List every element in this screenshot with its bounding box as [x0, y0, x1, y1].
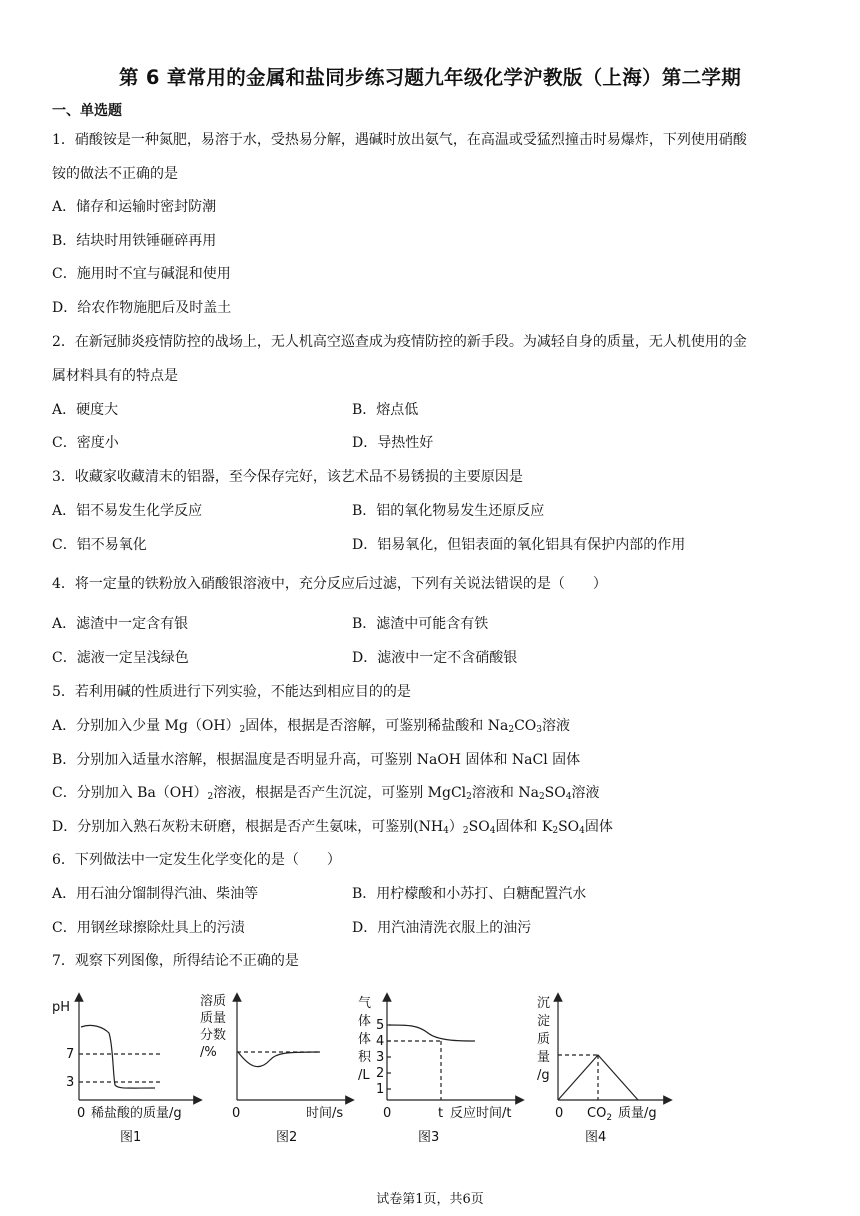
q7-stem: 7．观察下列图像，所得结论不正确的是	[52, 953, 299, 969]
q5-option-b: B．分别加入适量水溶解，根据温度是否明显升高，可鉴别 NaOH 固体和 NaCl 固体	[52, 752, 581, 768]
q3-option-a: A．铝不易发生化学反应	[52, 503, 203, 519]
q3-stem: 3．收藏家收藏清末的铝器，至今保存完好，该艺术品不易锈损的主要原因是	[52, 469, 523, 485]
figure-2	[237, 997, 350, 1100]
fig4-co2-label: $CO_2$	[587, 1106, 613, 1123]
q2-option-c: C．密度小	[52, 435, 119, 451]
fig2-ylabel-1: 溶质	[200, 994, 227, 1009]
fig1-tick-3: 3	[66, 1075, 75, 1090]
figure-4	[558, 997, 668, 1100]
fig1-ylabel: pH	[52, 1000, 71, 1015]
page-title: 第 6 章常用的金属和盐同步练习题九年级化学沪教版（上海）第二学期	[118, 66, 742, 89]
section-heading: 一、单选题	[52, 103, 122, 119]
fig3-ylabel-2: 体	[358, 1014, 372, 1029]
fig4-ylabel-2: 淀	[537, 1014, 551, 1029]
figure-1	[79, 997, 198, 1100]
figure-3	[387, 997, 520, 1100]
fig3-ylabel-4: 积	[358, 1050, 372, 1065]
q6-option-b: B．用柠檬酸和小苏打、白糖配置汽水	[352, 886, 587, 902]
fig4-ylabel-5: /g	[537, 1068, 550, 1083]
q4-option-b: B．滤渣中可能含有铁	[352, 616, 489, 632]
fig3-xlabel: 反应时间/t	[450, 1106, 512, 1121]
q2-option-a: A．硬度大	[52, 402, 119, 418]
q7-figures	[0, 985, 860, 1150]
q1-option-b: B．结块时用铁锤砸碎再用	[52, 233, 217, 249]
q2-option-b: B．熔点低	[352, 402, 419, 418]
fig4-ylabel-3: 质	[537, 1032, 551, 1047]
fig3-t-label: t	[438, 1106, 444, 1121]
q4-option-a: A．滤渣中一定含有银	[52, 616, 189, 632]
q5-option-d: D．分别加入熟石灰粉末研磨，根据是否产生氨味，可鉴别$(NH_4)_2SO_4$固体和 $K_2SO_4$固体	[52, 819, 613, 836]
q6-option-d: D．用汽油清洗衣服上的油污	[352, 920, 532, 936]
fig2-xlabel: 时间/s	[306, 1106, 344, 1121]
q2-stem-line2: 属材料具有的特点是	[52, 368, 178, 384]
fig1-xlabel: 稀盐酸的质量/g	[91, 1106, 182, 1121]
q6-option-c: C．用钢丝球擦除灶具上的污渍	[52, 920, 245, 936]
fig4-xlabel: 质量/g	[618, 1106, 657, 1121]
fig3-ylabel-5: /L	[358, 1068, 370, 1083]
q6-stem: 6．下列做法中一定发生化学变化的是（ ）	[52, 852, 341, 868]
fig3-origin: 0	[383, 1106, 392, 1121]
fig2-caption: 图2	[276, 1130, 298, 1145]
q1-option-a: A．储存和运输时密封防潮	[52, 199, 217, 215]
q4-option-d: D．滤液中一定不含硝酸银	[352, 650, 518, 666]
page-footer: 试卷第1页，共6页	[376, 1192, 484, 1207]
q3-option-d: D．铝易氧化，但铝表面的氧化铝具有保护内部的作用	[352, 537, 686, 553]
q3-option-b: B．铝的氧化物易发生还原反应	[352, 503, 545, 519]
q6-option-a: A．用石油分馏制得汽油、柴油等	[52, 886, 259, 902]
fig1-tick-7: 7	[66, 1047, 75, 1062]
q5-stem: 5．若利用碱的性质进行下列实验，不能达到相应目的的是	[52, 684, 411, 700]
fig3-caption: 图3	[418, 1130, 440, 1145]
fig3-tick-5: 5	[376, 1018, 385, 1033]
fig4-origin: 0	[555, 1106, 564, 1121]
q3-option-c: C．铝不易氧化	[52, 537, 147, 553]
q1-option-c: C．施用时不宜与碱混和使用	[52, 266, 231, 282]
q2-option-d: D．导热性好	[352, 435, 434, 451]
fig3-tick-3: 3	[376, 1050, 385, 1065]
q1-option-d: D．给农作物施肥后及时盖土	[52, 300, 232, 316]
q1-stem-line2: 铵的做法不正确的是	[52, 166, 178, 182]
q5-option-a: A．分别加入少量 $Mg(OH)_2$固体，根据是否溶解，可鉴别稀盐酸和 $Na_2CO_3$溶液	[52, 718, 570, 735]
fig2-origin: 0	[232, 1106, 241, 1121]
fig1-origin: 0	[77, 1106, 86, 1121]
fig4-ylabel-1: 沉	[537, 996, 551, 1011]
fig4-ylabel-4: 量	[537, 1050, 551, 1065]
fig3-tick-2: 2	[376, 1066, 385, 1081]
fig3-ylabel-1: 气	[358, 996, 372, 1011]
fig1-caption: 图1	[120, 1130, 142, 1145]
fig2-ylabel-2: 质量	[200, 1011, 227, 1026]
q4-option-c: C．滤液一定呈浅绿色	[52, 650, 189, 666]
q5-option-c: C．分别加入 $Ba(OH)_2$溶液，根据是否产生沉淀，可鉴别 MgCl$_2$溶液和 $Na_2SO_4$溶液	[52, 785, 600, 802]
q4-stem: 4．将一定量的铁粉放入硝酸银溶液中，充分反应后过滤，下列有关说法错误的是（ ）	[52, 576, 607, 592]
fig3-ylabel-3: 体	[358, 1032, 372, 1047]
q1-stem-line1: 1．硝酸铵是一种氮肥，易溶于水，受热易分解，遇碱时放出氨气，在高温或受猛烈撞击时易爆炸，下列使用硝酸	[52, 132, 747, 148]
fig4-caption: 图4	[585, 1130, 607, 1145]
q2-stem-line1: 2．在新冠肺炎疫情防控的战场上，无人机高空巡查成为疫情防控的新手段。为减轻自身的质量，无人机使用的金	[52, 334, 747, 350]
fig3-tick-4: 4	[376, 1034, 385, 1049]
fig2-ylabel-3: 分数	[200, 1028, 227, 1043]
fig3-tick-1: 1	[376, 1082, 385, 1097]
fig2-ylabel-4: /%	[200, 1045, 217, 1060]
